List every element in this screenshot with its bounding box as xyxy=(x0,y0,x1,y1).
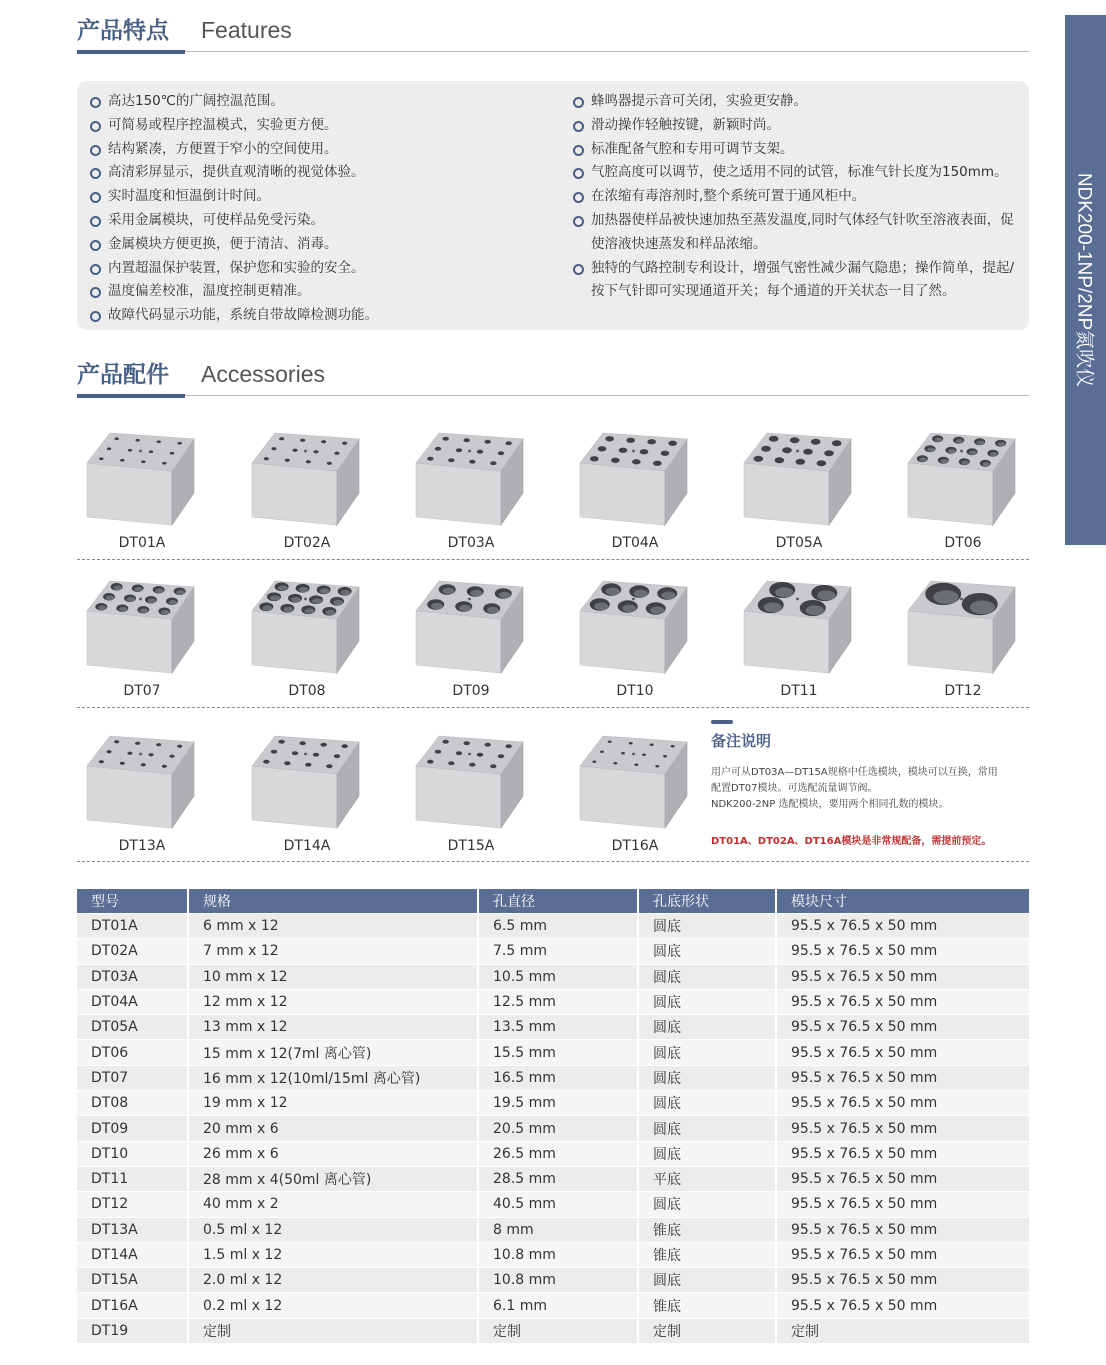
features-panel xyxy=(77,81,1029,330)
features-title-en: Features xyxy=(201,17,292,43)
feature-item: 可简易或程序控温模式，实验更方便。 xyxy=(85,114,555,138)
table-cell: 圆底 xyxy=(639,1267,777,1292)
bullet-icon xyxy=(573,145,584,156)
table-cell: 0.5 ml x 12 xyxy=(189,1217,479,1242)
table-cell: 6.1 mm xyxy=(479,1292,639,1317)
side-tab-label: NDK200-1NP/2NP氮吹仪 xyxy=(1073,172,1094,388)
heading-rule xyxy=(77,395,1029,396)
table-cell: 40 mm x 2 xyxy=(189,1191,479,1216)
table-cell: 圆底 xyxy=(639,1090,777,1115)
table-cell: 10 mm x 12 xyxy=(189,964,479,989)
feature-item: 高清彩屏显示，提供直观清晰的视觉体验。 xyxy=(85,161,555,185)
table-cell: 16 mm x 12(10ml/15ml 离心管) xyxy=(189,1065,479,1090)
table-row xyxy=(77,1065,1029,1090)
table-cell: 0.2 ml x 12 xyxy=(189,1292,479,1317)
product-dt03a xyxy=(409,425,559,555)
table-row xyxy=(77,1090,1029,1115)
bullet-icon xyxy=(573,97,584,108)
metal-block-illustration xyxy=(409,728,539,833)
bullet-icon xyxy=(90,287,101,298)
table-cell: DT14A xyxy=(77,1242,189,1267)
product-code: DT12 xyxy=(944,683,982,699)
feature-item: 采用金属模块，可使样品免受污染。 xyxy=(85,209,555,233)
table-cell: 6 mm x 12 xyxy=(189,913,479,938)
table-row xyxy=(77,938,1029,963)
product-code: DT02A xyxy=(283,535,331,551)
table-cell: 95.5 x 76.5 x 50 mm xyxy=(777,938,1029,963)
table-cell: 圆底 xyxy=(639,1115,777,1140)
table-cell: 20 mm x 6 xyxy=(189,1115,479,1140)
table-cell: 圆底 xyxy=(639,1191,777,1216)
product-code: DT06 xyxy=(944,535,982,551)
table-row xyxy=(77,1115,1029,1140)
table-row xyxy=(77,1141,1029,1166)
bullet-icon xyxy=(573,216,584,227)
table-row xyxy=(77,1318,1029,1343)
table-cell: DT07 xyxy=(77,1065,189,1090)
table-cell: 19 mm x 12 xyxy=(189,1090,479,1115)
product-code: DT14A xyxy=(283,838,331,854)
notes-warning: DT01A、DT02A、DT16A模块是非常规配备，需提前预定。 xyxy=(711,836,992,847)
product-dt15a xyxy=(409,728,559,858)
metal-block-illustration xyxy=(573,728,703,833)
metal-block-illustration xyxy=(901,425,1031,530)
feature-item: 温度偏差校准，温度控制更精准。 xyxy=(85,280,555,304)
table-cell: DT03A xyxy=(77,964,189,989)
heading-accent-bar xyxy=(77,394,185,398)
table-cell: 95.5 x 76.5 x 50 mm xyxy=(777,989,1029,1014)
features-title-cn: 产品特点 xyxy=(77,18,169,44)
table-cell: 圆底 xyxy=(639,1014,777,1039)
table-cell: 10.8 mm xyxy=(479,1242,639,1267)
product-dt02a xyxy=(245,425,395,555)
table-cell: 13.5 mm xyxy=(479,1014,639,1039)
table-row xyxy=(77,1166,1029,1191)
table-row xyxy=(77,1292,1029,1317)
product-code: DT03A xyxy=(447,535,495,551)
table-cell: 95.5 x 76.5 x 50 mm xyxy=(777,1267,1029,1292)
product-code: DT08 xyxy=(288,683,326,699)
product-dt06 xyxy=(901,425,1051,555)
bullet-icon xyxy=(573,121,584,132)
table-row xyxy=(77,1242,1029,1267)
bullet-icon xyxy=(573,192,584,203)
table-cell: 40.5 mm xyxy=(479,1191,639,1216)
table-row xyxy=(77,989,1029,1014)
product-code: DT05A xyxy=(775,535,823,551)
table-cell: 15 mm x 12(7ml 离心管) xyxy=(189,1039,479,1064)
product-dt12 xyxy=(901,573,1051,703)
bullet-icon xyxy=(90,145,101,156)
product-code: DT07 xyxy=(123,683,161,699)
table-cell: 95.5 x 76.5 x 50 mm xyxy=(777,1191,1029,1216)
table-cell: 定制 xyxy=(189,1318,479,1343)
table-cell: 圆底 xyxy=(639,913,777,938)
product-dt04a xyxy=(573,425,723,555)
table-cell: 95.5 x 76.5 x 50 mm xyxy=(777,1039,1029,1064)
metal-block-illustration xyxy=(901,573,1031,678)
table-cell: 28 mm x 4(50ml 离心管) xyxy=(189,1166,479,1191)
table-cell: 2.0 ml x 12 xyxy=(189,1267,479,1292)
row-divider xyxy=(77,861,1029,862)
table-cell: 平底 xyxy=(639,1166,777,1191)
table-cell: 锥底 xyxy=(639,1242,777,1267)
feature-item: 标准配备气腔和专用可调节支架。 xyxy=(568,138,1024,162)
metal-block-illustration xyxy=(737,573,867,678)
bullet-icon xyxy=(90,240,101,251)
product-code: DT15A xyxy=(447,838,495,854)
accessories-title-en: Accessories xyxy=(201,361,325,387)
features-list-left xyxy=(85,90,555,328)
product-dt14a xyxy=(245,728,395,858)
table-cell: 圆底 xyxy=(639,938,777,963)
product-dt08 xyxy=(245,573,395,703)
bullet-icon xyxy=(90,311,101,322)
metal-block-illustration xyxy=(573,425,703,530)
table-header-row xyxy=(77,889,1029,913)
metal-block-illustration xyxy=(573,573,703,678)
product-code: DT10 xyxy=(616,683,654,699)
row-divider xyxy=(77,559,1029,560)
table-cell: DT13A xyxy=(77,1217,189,1242)
metal-block-illustration xyxy=(80,425,210,530)
product-dt10 xyxy=(573,573,723,703)
feature-item: 气腔高度可以调节，使之适用不同的试管，标准气针长度为150mm。 xyxy=(568,161,1024,185)
table-cell: 28.5 mm xyxy=(479,1166,639,1191)
notes-title: 备注说明 xyxy=(711,732,772,750)
table-cell: 定制 xyxy=(777,1318,1029,1343)
feature-item: 蜂鸣器提示音可关闭，实验更安静。 xyxy=(568,90,1024,114)
table-cell: 95.5 x 76.5 x 50 mm xyxy=(777,1292,1029,1317)
table-cell: 6.5 mm xyxy=(479,913,639,938)
table-cell: 95.5 x 76.5 x 50 mm xyxy=(777,964,1029,989)
product-code: DT11 xyxy=(780,683,818,699)
table-cell: 圆底 xyxy=(639,964,777,989)
table-cell: DT09 xyxy=(77,1115,189,1140)
table-cell: 95.5 x 76.5 x 50 mm xyxy=(777,1090,1029,1115)
table-cell: 26.5 mm xyxy=(479,1141,639,1166)
table-cell: 95.5 x 76.5 x 50 mm xyxy=(777,1166,1029,1191)
bullet-icon xyxy=(573,264,584,275)
metal-block-illustration xyxy=(245,728,375,833)
table-cell: 10.5 mm xyxy=(479,964,639,989)
metal-block-illustration xyxy=(409,573,539,678)
notes-text: 用户可从DT03A—DT15A规格中任选模块，模块可以互换，常用 配置DT07模块。可选配流量调节阀。 NDK200-2NP 选配模块，要用两个相同孔数的模块。 xyxy=(711,767,998,810)
product-dt07 xyxy=(80,573,230,703)
feature-item: 高达150℃的广阔控温范围。 xyxy=(85,90,555,114)
table-row xyxy=(77,964,1029,989)
table-cell: DT08 xyxy=(77,1090,189,1115)
table-cell: 锥底 xyxy=(639,1292,777,1317)
table-cell: 95.5 x 76.5 x 50 mm xyxy=(777,1141,1029,1166)
product-dt16a xyxy=(573,728,723,858)
feature-item: 滑动操作轻触按键，新颖时尚。 xyxy=(568,114,1024,138)
side-tab xyxy=(1065,15,1106,545)
table-cell: DT04A xyxy=(77,989,189,1014)
table-cell: 8 mm xyxy=(479,1217,639,1242)
table-cell: 95.5 x 76.5 x 50 mm xyxy=(777,913,1029,938)
table-cell: 95.5 x 76.5 x 50 mm xyxy=(777,1065,1029,1090)
bullet-icon xyxy=(90,168,101,179)
row-divider xyxy=(77,707,1029,708)
feature-item: 故障代码显示功能，系统自带故障检测功能。 xyxy=(85,304,555,328)
table-cell: 定制 xyxy=(479,1318,639,1343)
product-dt13a xyxy=(80,728,230,858)
table-cell: DT19 xyxy=(77,1318,189,1343)
table-cell: DT12 xyxy=(77,1191,189,1216)
table-body xyxy=(77,913,1029,1343)
metal-block-illustration xyxy=(245,573,375,678)
table-cell: 圆底 xyxy=(639,1039,777,1064)
table-row xyxy=(77,1267,1029,1292)
feature-item: 在浓缩有毒溶剂时,整个系统可置于通风柜中。 xyxy=(568,185,1024,209)
table-row xyxy=(77,1039,1029,1064)
product-code: DT04A xyxy=(611,535,659,551)
table-cell: 19.5 mm xyxy=(479,1090,639,1115)
col-header-spec: 规格 xyxy=(189,889,479,913)
feature-item: 金属模块方便更换，便于清洁、消毒。 xyxy=(85,233,555,257)
product-dt01a xyxy=(80,425,230,555)
col-header-block-size: 模块尺寸 xyxy=(777,889,1029,913)
bullet-icon xyxy=(90,121,101,132)
bullet-icon xyxy=(90,216,101,227)
metal-block-illustration xyxy=(737,425,867,530)
metal-block-illustration xyxy=(245,425,375,530)
bullet-icon xyxy=(90,97,101,108)
table-cell: 圆底 xyxy=(639,1141,777,1166)
col-header-hole-bottom: 孔底形状 xyxy=(639,889,777,913)
table-row xyxy=(77,1014,1029,1039)
product-code: DT16A xyxy=(611,838,659,854)
table-cell: DT05A xyxy=(77,1014,189,1039)
table-cell: DT10 xyxy=(77,1141,189,1166)
bullet-icon xyxy=(90,192,101,203)
heading-rule xyxy=(77,51,1029,52)
table-row xyxy=(77,1217,1029,1242)
metal-block-illustration xyxy=(409,425,539,530)
table-cell: 定制 xyxy=(639,1318,777,1343)
features-heading xyxy=(77,12,1029,52)
spec-table xyxy=(77,889,1029,1343)
table-cell: 1.5 ml x 12 xyxy=(189,1242,479,1267)
table-cell: 20.5 mm xyxy=(479,1115,639,1140)
table-cell: 锥底 xyxy=(639,1217,777,1242)
table-cell: 95.5 x 76.5 x 50 mm xyxy=(777,1217,1029,1242)
product-dt11 xyxy=(737,573,887,703)
bullet-icon xyxy=(90,264,101,275)
table-cell: 12 mm x 12 xyxy=(189,989,479,1014)
table-cell: 10.8 mm xyxy=(479,1267,639,1292)
table-cell: DT06 xyxy=(77,1039,189,1064)
table-cell: 圆底 xyxy=(639,989,777,1014)
metal-block-illustration xyxy=(80,728,210,833)
table-cell: 圆底 xyxy=(639,1065,777,1090)
product-dt09 xyxy=(409,573,559,703)
table-cell: 95.5 x 76.5 x 50 mm xyxy=(777,1242,1029,1267)
notes-accent-mark xyxy=(711,720,733,724)
feature-item: 独特的气路控制专利设计，增强气密性减少漏气隐患；操作简单，提起/按下气针即可实现通道开关；每个通道的开关状态一目了然。 xyxy=(568,257,1024,305)
feature-item: 内置超温保护装置，保护您和实验的安全。 xyxy=(85,257,555,281)
features-list-right xyxy=(568,90,1024,304)
col-header-model: 型号 xyxy=(77,889,189,913)
feature-item: 加热器使样品被快速加热至蒸发温度,同时气体经气针吹至溶液表面，促使溶液快速蒸发和样品浓缩。 xyxy=(568,209,1024,257)
table-cell: DT01A xyxy=(77,913,189,938)
table-cell: 95.5 x 76.5 x 50 mm xyxy=(777,1014,1029,1039)
feature-item: 结构紧凑，方便置于窄小的空间使用。 xyxy=(85,138,555,162)
heading-accent-bar xyxy=(77,50,185,54)
table-cell: DT02A xyxy=(77,938,189,963)
product-code: DT09 xyxy=(452,683,490,699)
table-cell: 15.5 mm xyxy=(479,1039,639,1064)
table-cell: 13 mm x 12 xyxy=(189,1014,479,1039)
table-row xyxy=(77,1191,1029,1216)
metal-block-illustration xyxy=(80,573,210,678)
product-code: DT13A xyxy=(118,838,166,854)
table-cell: 16.5 mm xyxy=(479,1065,639,1090)
table-cell: 26 mm x 6 xyxy=(189,1141,479,1166)
product-code: DT01A xyxy=(118,535,166,551)
table-cell: 7.5 mm xyxy=(479,938,639,963)
feature-item: 实时温度和恒温倒计时间。 xyxy=(85,185,555,209)
table-cell: DT15A xyxy=(77,1267,189,1292)
table-cell: DT16A xyxy=(77,1292,189,1317)
table-cell: DT11 xyxy=(77,1166,189,1191)
accessories-title-cn: 产品配件 xyxy=(77,362,169,388)
notes-box xyxy=(711,720,1031,847)
col-header-hole-diameter: 孔直径 xyxy=(479,889,639,913)
product-dt05a xyxy=(737,425,887,555)
table-cell: 7 mm x 12 xyxy=(189,938,479,963)
bullet-icon xyxy=(573,168,584,179)
accessories-heading xyxy=(77,356,1029,396)
table-cell: 12.5 mm xyxy=(479,989,639,1014)
table-cell: 95.5 x 76.5 x 50 mm xyxy=(777,1115,1029,1140)
table-row xyxy=(77,913,1029,938)
